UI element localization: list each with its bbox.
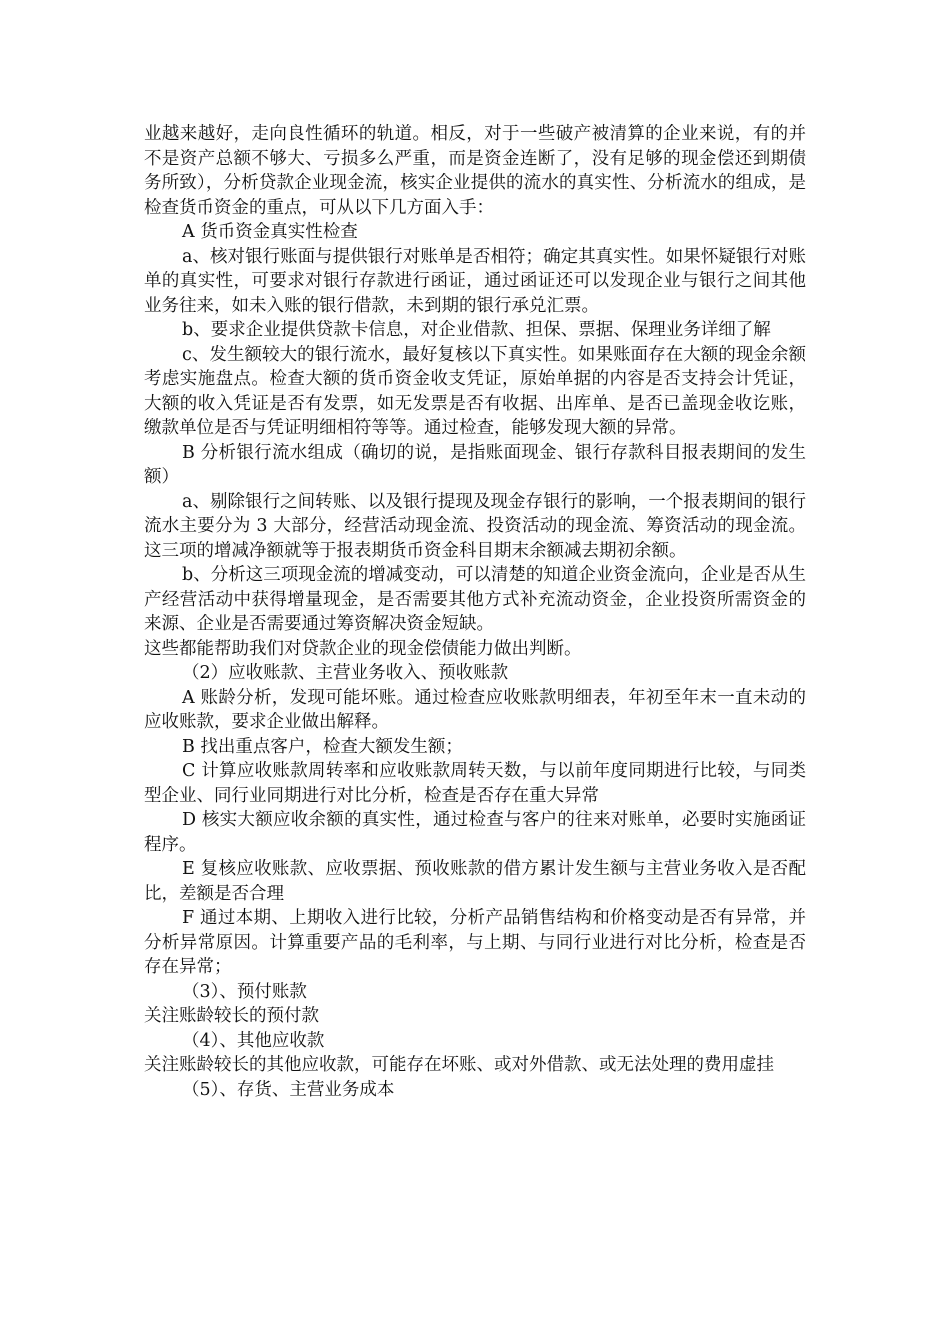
section-heading-4: （4）、其他应收款 xyxy=(182,1030,325,1051)
paragraph: a、核对银行账面与提供银行对账单是否相符；确定其真实性。如果怀疑银行对账单的真实性，可要求对银行存款进行函证，通过函证还可以发现企业与银行之间其他业务往来，如未入账的银行借款，未到期的银行承兑汇票。 xyxy=(144,246,806,316)
section-heading-2: （2）应收账款、主营业务收入、预收账款 xyxy=(182,663,509,683)
paragraph: 关注账龄较长的预付款 xyxy=(144,1006,319,1026)
heading-b-bank-flow-analysis: B 分析银行流水组成（确切的说，是指账面现金、银行存款科目报表期间的发生额） xyxy=(144,442,806,487)
paragraph: 关注账龄较长的其他应收款，可能存在坏账、或对外借款、或无法处理的费用虚挂 xyxy=(144,1055,774,1075)
paragraph: B 找出重点客户，检查大额发生额； xyxy=(182,736,463,757)
paragraph: c、发生额较大的银行流水，最好复核以下真实性。如果账面存在大额的现金余额考虑实施盘点。检查大额的货币资金收支凭证，原始单据的内容是否支持会计凭证，大额的收入凭证是否有发票，如无发票是否有收据、出库单、是否已盖现金收讫账，缴款单位是否与凭证明细相符等等。通过检查，能够发现大额的异常。 xyxy=(144,344,806,438)
paragraph: D 核实大额应收余额的真实性，通过检查与客户的往来对账单，必要时实施函证程序。 xyxy=(144,810,806,855)
paragraph: b、分析这三项现金流的增减变动，可以清楚的知道企业资金流向，企业是否从生产经营活动中获得增量现金，是否需要其他方式补充流动资金，企业投资所需资金的来源、企业是否需要通过筹资解决资金短缺。 xyxy=(144,565,806,634)
paragraph: A 账龄分析，发现可能坏账。通过检查应收账款明细表，年初至年末一直未动的应收账款，要求企业做出解释。 xyxy=(144,687,806,732)
section-heading-5: （5）、存货、主营业务成本 xyxy=(182,1079,395,1100)
paragraph: b、要求企业提供贷款卡信息，对企业借款、担保、票据、保理业务详细了解 xyxy=(182,320,771,340)
paragraph: C 计算应收账款周转率和应收账款周转天数，与以前年度同期进行比较，与同类型企业、同行业同期进行对比分析，检查是否存在重大异常 xyxy=(144,761,806,806)
paragraph: 业越来越好，走向良性循环的轨道。相反，对于一些破产被清算的企业来说，有的并不是资产总额不够大、亏损多么严重，而是资金连断了，没有足够的现金偿还到期债务所致），分析贷款企业现金流，核实企业提供的流水的真实性、分析流水的组成，是检查货币资金的重点，可从以下几方面入手： xyxy=(144,124,806,218)
paragraph: E 复核应收账款、应收票据、预收账款的借方累计发生额与主营业务收入是否配比，差额是否合理 xyxy=(144,859,806,904)
paragraph: F 通过本期、上期收入进行比较，分析产品销售结构和价格变动是否有异常，并分析异常原因。计算重要产品的毛利率，与上期、与同行业进行对比分析，检查是否存在异常； xyxy=(144,908,806,977)
paragraph: a、剔除银行之间转账、以及银行提现及现金存银行的影响，一个报表期间的银行流水主要分为 3 大部分，经营活动现金流、投资活动的现金流、筹资活动的现金流。这三项的增减净额就等于报表期货币资金科目期末余额减去期初余额。 xyxy=(144,491,806,561)
heading-a-cash-authenticity: A 货币资金真实性检查 xyxy=(182,222,358,242)
paragraph: 这些都能帮助我们对贷款企业的现金偿债能力做出判断。 xyxy=(144,638,582,659)
section-heading-3: （3）、预付账款 xyxy=(182,981,307,1002)
document-body xyxy=(144,122,806,1102)
